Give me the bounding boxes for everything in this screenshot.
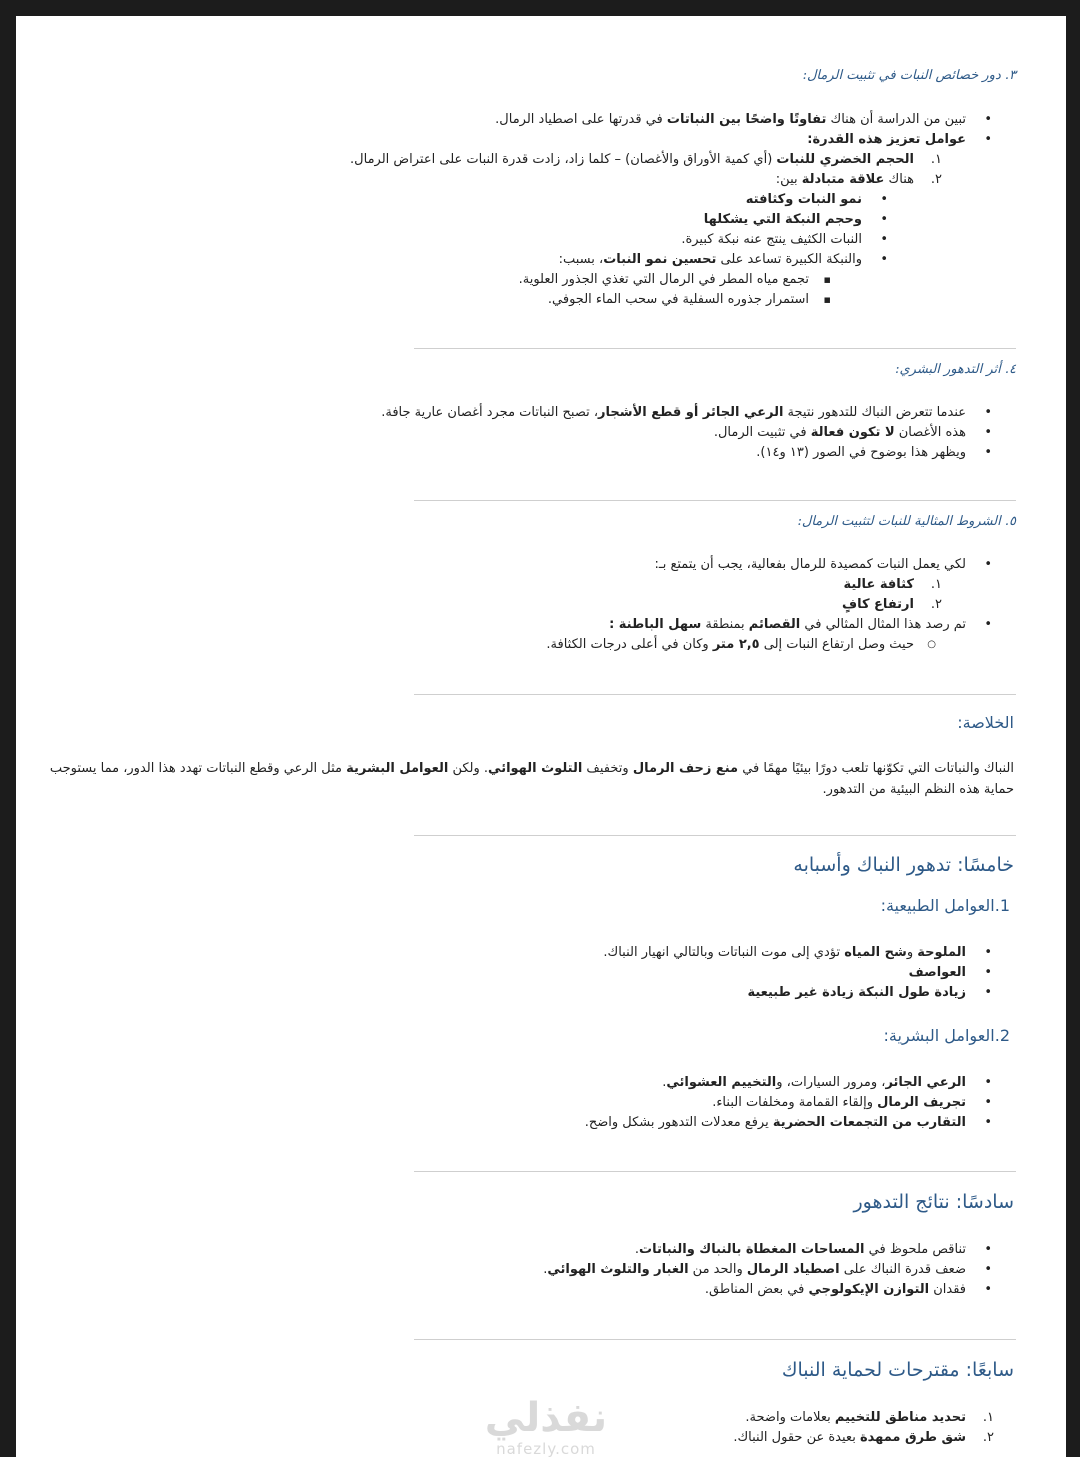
summary-title: الخلاصة:	[957, 713, 1014, 732]
divider	[414, 694, 1016, 695]
section-five-subtitle-human: 2.العوامل البشرية:	[883, 1026, 1010, 1045]
list-item: ٢. شق طرق ممهدة بعيدة عن حقول النباك.	[733, 1430, 994, 1445]
section-six-title: سادسًا: نتائج التدهور	[853, 1191, 1014, 1213]
list-item: ٢. ارتفاع كافٍ	[841, 597, 942, 612]
section-five-subtitle-natural: 1.العوامل الطبيعية:	[880, 896, 1010, 915]
list-item: • والنبكة الكبيرة تساعد على تحسين نمو النبات، بسبب:	[350, 250, 862, 270]
list-item: • زيادة طول النبكة زيادة غير طبيعية	[603, 983, 966, 1003]
summary-paragraph: النباك والنباتات التي تكوّنها تلعب دورًا بيئيًا مهمًا في منع زحف الرمال وتخفيف التلوث الهوائي. ولكن العوامل البشرية مثل الرعي وقطع النباتات تهدد هذا الدور، مما يستوجب حماية هذه النظم البيئية من التدهور.	[49, 761, 1014, 797]
divider	[414, 348, 1016, 349]
section-5-title: ٥. الشروط المثالية للنبات لتثبيت الرمال:	[797, 514, 1016, 529]
divider	[414, 500, 1016, 501]
list-item: • التقارب من التجمعات الحضرية يرفع معدلات التدهور بشكل واضح.	[585, 1113, 966, 1133]
list-item: • لكي يعمل النبات كمصيدة للرمال بفعالية، يجب أن يتمتع بـ:	[546, 555, 966, 575]
section-4-title: ٤. أثر التدهور البشري:	[895, 362, 1016, 377]
list-item: • نمو النبات وكثافته	[350, 190, 862, 210]
watermark-logo: نفذلي nafezly.com	[484, 1395, 608, 1457]
list-item: • العواصف	[603, 963, 966, 983]
list-item: ○ حيث وصل ارتفاع النبات إلى ٢,٥ متر وكان في أعلى درجات الكثافة.	[546, 635, 914, 655]
human-factors-list	[585, 1073, 966, 1133]
section-4-list	[381, 403, 966, 463]
list-item: • الرعي الجائر، ومرور السيارات، والتخييم العشوائي.	[585, 1073, 966, 1093]
list-item: • تناقص ملحوظ في المساحات المغطاة بالنباك والنباتات.	[543, 1240, 966, 1260]
list-item: ٢. هناك علاقة متبادلة بين:	[775, 172, 942, 187]
proposals-list	[733, 1408, 994, 1448]
list-item: • هذه الأغصان لا تكون فعالة في تثبيت الرمال.	[381, 423, 966, 443]
list-item: • فقدان التوازن الإيكولوجي في بعض المناطق.	[543, 1280, 966, 1300]
document-page	[16, 16, 1066, 1457]
list-item: • تم رصد هذا المثال المثالي في القصائم بمنطقة سهل الباطنة :	[546, 615, 966, 635]
list-item: ١. الحجم الخضري للنبات (أي كمية الأوراق والأغصان) – كلما زاد، زادت قدرة النبات على اعتراض الرمال.	[350, 152, 942, 167]
divider	[414, 1171, 1016, 1172]
list-item: • وحجم النبكة التي يشكلها	[350, 210, 862, 230]
results-list	[543, 1240, 966, 1300]
natural-factors-list	[603, 943, 966, 1003]
list-item: • ضعف قدرة النباك على اصطياد الرمال والحد من الغبار والتلوث الهوائي.	[543, 1260, 966, 1280]
section-3-title: ٣. دور خصائص النبات في تثبيت الرمال:	[802, 68, 1016, 83]
list-item: • عوامل تعزيز هذه القدرة:	[350, 130, 966, 150]
list-item: • تبين من الدراسة أن هناك تفاوتًا واضحًا بين النباتات في قدرتها على اصطياد الرمال.	[350, 110, 966, 130]
section-five-title: خامسًا: تدهور النباك وأسبابه	[793, 854, 1014, 876]
section-3-list	[350, 110, 966, 310]
divider	[414, 1339, 1016, 1340]
list-item: ١. تحديد مناطق للتخييم بعلامات واضحة.	[745, 1410, 994, 1425]
section-5-list	[546, 555, 966, 655]
list-item: ١. كثافة عالية	[843, 577, 942, 592]
divider	[414, 835, 1016, 836]
list-item: • النبات الكثيف ينتج عنه نبكة كبيرة.	[350, 230, 862, 250]
list-item: • عندما تتعرض النباك للتدهور نتيجة الرعي الجائر أو قطع الأشجار، تصبح النباتات مجرد أغصان عارية جافة.	[381, 403, 966, 423]
list-item: • الملوحة وشح المياه تؤدي إلى موت النباتات وبالتالي انهيار النباك.	[603, 943, 966, 963]
list-item: • ويظهر هذا بوضوح في الصور (١٣ و١٤).	[381, 443, 966, 463]
list-item: ▪ استمرار جذوره السفلية في سحب الماء الجوفي.	[350, 290, 809, 310]
section-seven-title: سابعًا: مقترحات لحماية النباك	[781, 1359, 1014, 1381]
list-item: ▪ تجمع مياه المطر في الرمال التي تغذي الجذور العلوية.	[350, 270, 809, 290]
list-item: • تجريف الرمال وإلقاء القمامة ومخلفات البناء.	[585, 1093, 966, 1113]
